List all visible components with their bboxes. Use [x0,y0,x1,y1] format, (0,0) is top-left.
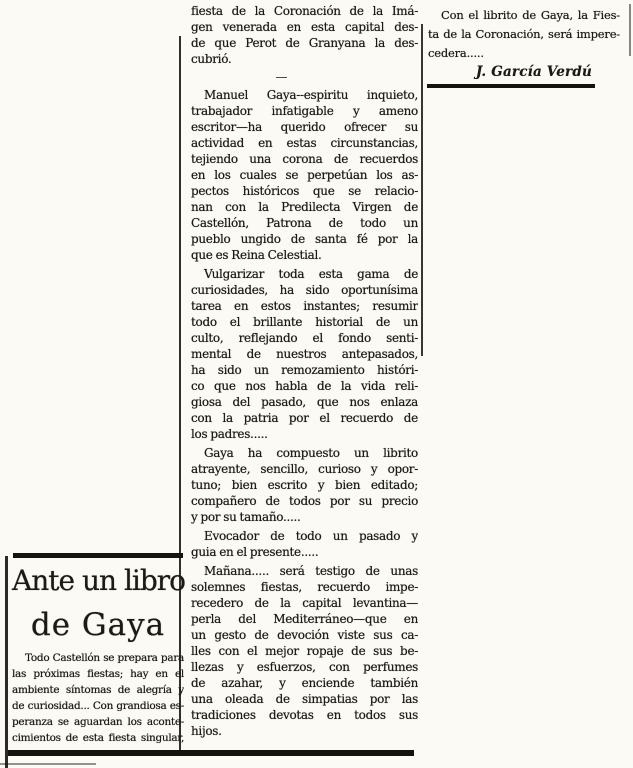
text-line: Manuel Gaya--espiritu inquieto, [204,88,418,102]
text-line: Gaya ha compuesto un librito [204,446,418,460]
text-line: con la patria por el recuerdo de [191,411,418,425]
text-line: curiosidades, ha sido oportunísima [191,283,418,297]
bottom-rule [8,750,414,756]
text-line: solemnes fiestas, recuerdo impe- [191,580,418,594]
text-line: una oleada de simpatias por las [191,692,418,706]
text-line: fiesta de la Coronación de la Imá- [191,4,418,18]
left-column-border-rule [5,556,8,768]
text-line: ambiente síntomas de alegría y [12,684,184,696]
text-line: Con el librito de Gaya, la Fies- [441,8,620,22]
headline-top-bar [13,553,183,558]
paragraph-6 [191,563,418,739]
text-line: Vulgarizar toda esta gama de [204,267,418,281]
text-line: de que Perot de Granyana la des- [191,36,418,50]
column-divider-right-rule [421,24,423,356]
text-line: Castellón, Patrona de todo un [191,216,418,230]
paragraph-4 [191,445,418,525]
text-line: las próximas fiestas; hay en el [12,668,184,680]
text-line: llezas y esfuerzos, con perfumes [191,660,418,674]
headline-line-1: Ante un libro [12,564,186,597]
text-line: culto, reflejando el fondo senti- [191,331,418,345]
text-line: cubrió. [191,52,232,66]
text-line: cedera..... [428,46,484,60]
text-line: recedero de la capital levantina— [191,596,418,610]
text-line: actividad en estas circunstancias, [191,136,418,150]
paragraph-3 [191,266,418,442]
bottom-thin-rule [0,763,96,765]
paragraph-2 [191,87,418,263]
text-line: Evocador de todo un pasado y [204,529,418,543]
text-line: de azahar, y enciende también [191,676,418,690]
paragraph-separator-dash: — [275,70,290,84]
text-line: pectos históricos que se relacio- [191,184,418,198]
text-line: peranza se aguardan los aconte- [12,716,184,728]
text-line: tradiciones devotas en todos sus [191,708,418,722]
text-line: cimientos de esta fiesta singular, [12,732,184,744]
text-line: co que nos habla de la vida reli- [191,379,418,393]
text-line: gen venerada en esta capital des- [191,20,418,34]
closing-paragraph [428,6,620,63]
right-column-end-rule [427,84,595,88]
text-line: perla del Mediterráneo—que en [191,612,418,626]
text-line: guia en el presente..... [191,545,319,559]
text-line: mental de nuestros antepasados, [191,347,418,361]
text-line: que es Reina Celestial. [191,248,322,262]
text-line: y por su tamaño..... [191,510,301,524]
text-line: ha sido un remozamiento históri- [191,363,418,377]
article-headline [12,560,184,648]
intro-paragraph [12,650,184,746]
text-line: de curiosidad... Con grandiosa es- [12,700,184,712]
text-line: un gesto de devoción viste sus ca- [191,628,418,642]
paragraph-1 [191,3,418,67]
paragraph-5 [191,528,418,560]
left-column [12,560,184,746]
headline-line-2: de Gaya [30,607,166,643]
author-signature: J. García Verdú [475,64,592,80]
text-line: tuno; bien escrito y bien editado; [191,478,418,492]
text-line: compañero de todos por su precio [191,494,418,508]
text-line: trabajador infatigable y ameno [191,104,418,118]
text-line: hijos. [191,724,222,738]
text-line: nan con la Predilecta Virgen de [191,200,418,214]
text-line: Todo Castellón se prepara para [25,652,184,664]
text-line: pueblo ungido de santa fé por la [191,232,418,246]
page-edge-mark [629,4,631,56]
text-line: escritor—ha querido ofrecer su [191,120,418,134]
text-line: Mañana..... será testigo de unas [204,564,418,578]
text-line: tejiendo una corona de recuerdos [191,152,418,166]
text-line: ta de la Coronación, será impere- [428,27,620,41]
text-line: en los cuales se perpetúan los as- [191,168,418,182]
text-line: los padres..... [191,427,268,441]
right-column [428,6,620,80]
text-line: atrayente, sencillo, curioso y opor- [191,462,418,476]
middle-column [191,3,418,739]
text-line: tarea en estos instantes; resumir [191,299,418,313]
text-line: lles con el mejor ropaje de sus be- [191,644,418,658]
text-line: giosa del pasado, que nos enlaza [191,395,418,409]
text-line: todo el brillante historial de un [191,315,418,329]
